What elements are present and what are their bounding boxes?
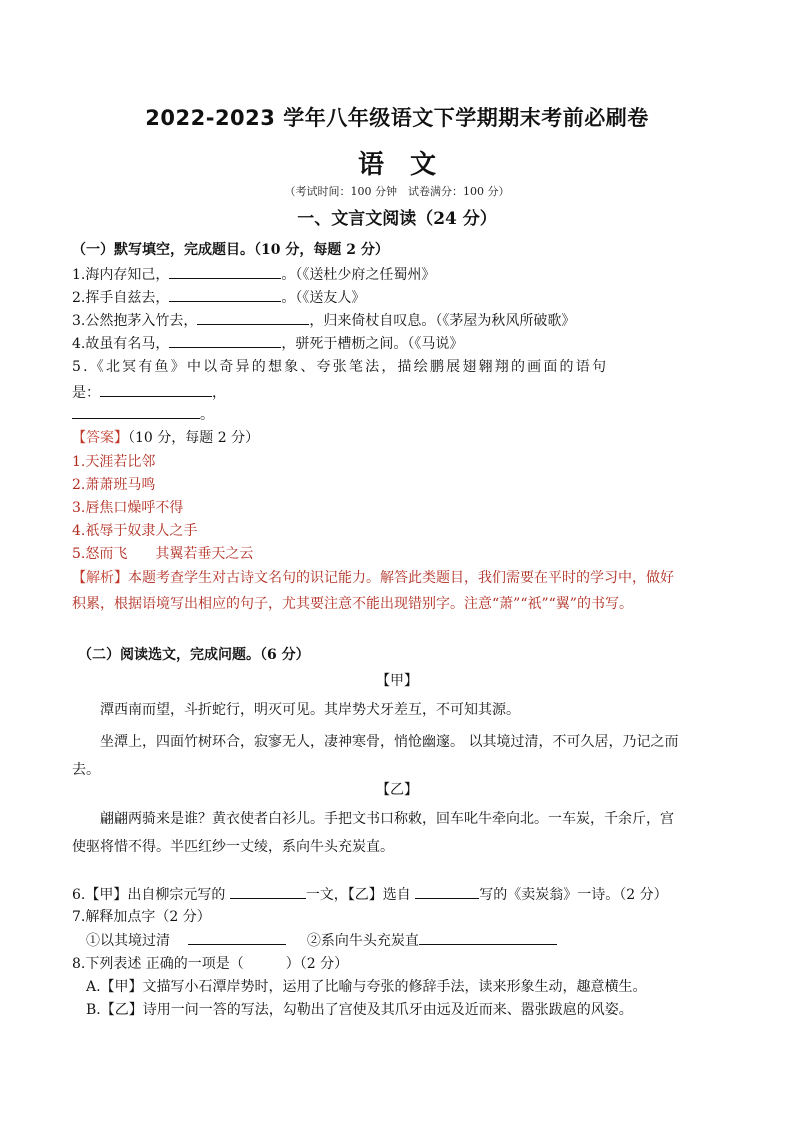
answer-item xyxy=(72,452,155,472)
answer-blank[interactable] xyxy=(419,930,557,945)
answer-item xyxy=(72,475,155,495)
answer-text: 萧萧班马鸣 xyxy=(85,477,156,493)
answer-text: 唇焦口燥呼不得 xyxy=(85,500,184,516)
question-7: 7.解释加点字（2 分） xyxy=(72,909,211,925)
question-2 xyxy=(72,287,365,308)
question-6-text-a: 6.【甲】出自柳宗元写的 xyxy=(72,887,226,903)
answer-text: 祇辱于奴隶人之手 xyxy=(85,523,198,539)
passage-yi-label: 【乙】 xyxy=(376,782,418,798)
question-4-text: 4.故虽有名马， xyxy=(72,336,170,352)
question-7-b: ②系向牛头充炭直 xyxy=(306,933,419,949)
question-3-source: ，归来倚杖自叹息。（《茅屋为秋风所破歌》 xyxy=(309,313,576,329)
question-4-source: ，骈死于槽枥之间。（《马说》 xyxy=(281,336,464,352)
subject-title: 语 文 xyxy=(357,150,436,180)
answer-tag: 【答案】 xyxy=(72,430,128,446)
question-1-source: 。（《送杜少府之任蜀州》 xyxy=(281,267,436,283)
answer-blank[interactable] xyxy=(72,404,200,419)
exam-note: （考试时间：100 分钟 试卷满分：100 分） xyxy=(284,185,510,198)
question-3-text: 3.公然抱茅入竹去， xyxy=(72,313,198,329)
question-5-blank-2 xyxy=(72,404,214,425)
answer-text: 怒而飞 其翼若垂天之云 xyxy=(85,546,254,562)
question-2-text: 2.挥手自兹去， xyxy=(72,290,170,306)
question-1 xyxy=(72,264,435,285)
question-2-source: 。（《送友人》 xyxy=(281,290,366,306)
answer-item xyxy=(72,498,183,518)
passage-yi-line-1: 翩翩两骑来是谁？黄衣使者白衫儿。手把文书口称敕，回车叱牛牵向北。一车炭，千余斤，宫 xyxy=(100,811,674,827)
question-3 xyxy=(72,310,575,331)
passage-jia-p2: 坐潭上，四面竹树环合，寂寥无人，凄神寒骨，悄怆幽邃。 以其境过清，不可久居，乃记之而 xyxy=(100,734,679,750)
question-5-end: 。 xyxy=(200,407,214,423)
answer-item xyxy=(72,521,197,541)
question-6-text-b: 一文，【乙】选自 xyxy=(305,887,411,903)
answer-num: 2. xyxy=(72,477,86,493)
question-8: 8.下列表述 正确的一项是（ ）（2 分） xyxy=(72,956,349,972)
analysis-line-1 xyxy=(72,568,674,588)
answer-num: 5. xyxy=(72,546,86,562)
answer-blank[interactable] xyxy=(197,310,309,325)
question-8-option-a: A.【甲】文描写小石潭岸势时，运用了比喻与夸张的修辞手法，读来形象生动，趣意横生。 xyxy=(86,979,647,995)
part2-heading: （二）阅读选文，完成问题。（6 分） xyxy=(78,647,310,663)
answer-blank[interactable] xyxy=(169,287,281,302)
answer-blank[interactable] xyxy=(100,382,212,397)
answer-blank[interactable] xyxy=(188,930,286,945)
question-4 xyxy=(72,333,463,354)
answer-header xyxy=(72,428,259,448)
question-6-text-c: 写的《卖炭翁》一诗。（2 分） xyxy=(479,887,668,903)
question-6 xyxy=(72,884,668,905)
analysis-tag: 【解析】 xyxy=(72,570,128,586)
analysis-text: 本题考查学生对古诗文名句的识记能力。解答此类题目，我们需要在平时的学习中，做好 xyxy=(128,570,674,586)
answer-blank[interactable] xyxy=(169,333,281,348)
question-1-text: 1.海内存知己， xyxy=(72,267,170,283)
passage-jia-p2-cont: 去。 xyxy=(72,762,100,778)
passage-jia-label: 【甲】 xyxy=(376,673,418,689)
analysis-line-2: 积累，根据语境写出相应的句子，尤其要注意不能出现错别字。注意“萧”“祇”“翼”的书写。 xyxy=(72,596,633,612)
answer-blank[interactable] xyxy=(169,264,281,279)
answer-blank[interactable] xyxy=(230,884,306,899)
question-5-comma: ， xyxy=(212,385,226,401)
question-8-option-b: B.【乙】诗用一问一答的写法，勾勒出了宫使及其爪牙由远及近而来、嚣张跋扈的风姿。 xyxy=(86,1002,633,1018)
part1-heading: （一）默写填空，完成题目。（10 分，每题 2 分） xyxy=(72,242,389,258)
question-5-blanks xyxy=(72,382,226,403)
passage-jia-p1: 潭西南而望，斗折蛇行，明灭可见。其岸势犬牙差互，不可知其源。 xyxy=(100,702,520,718)
answer-num: 3. xyxy=(72,500,86,516)
answer-text: 天涯若比邻 xyxy=(85,454,156,470)
question-5-prefix: 是： xyxy=(72,385,100,401)
answer-num: 1. xyxy=(72,454,86,470)
answer-note: （10 分，每题 2 分） xyxy=(128,430,260,446)
answer-item xyxy=(72,544,253,564)
question-5: 5.《北冥有鱼》中以奇异的想象、夸张笔法，描绘鹏展翅翱翔的画面的语句 xyxy=(72,359,609,375)
answer-num: 4. xyxy=(72,523,86,539)
question-7-items xyxy=(86,930,557,951)
section-heading: 一、文言文阅读（24 分） xyxy=(297,209,497,229)
question-7-a: ①以其境过清 xyxy=(86,933,170,949)
passage-yi-line-2: 使驱将惜不得。半匹红纱一丈绫，系向牛头充炭直。 xyxy=(72,839,394,855)
paper-title: 2022-2023 学年八年级语文下学期期末考前必刷卷 xyxy=(145,106,649,130)
answer-blank[interactable] xyxy=(415,884,479,899)
